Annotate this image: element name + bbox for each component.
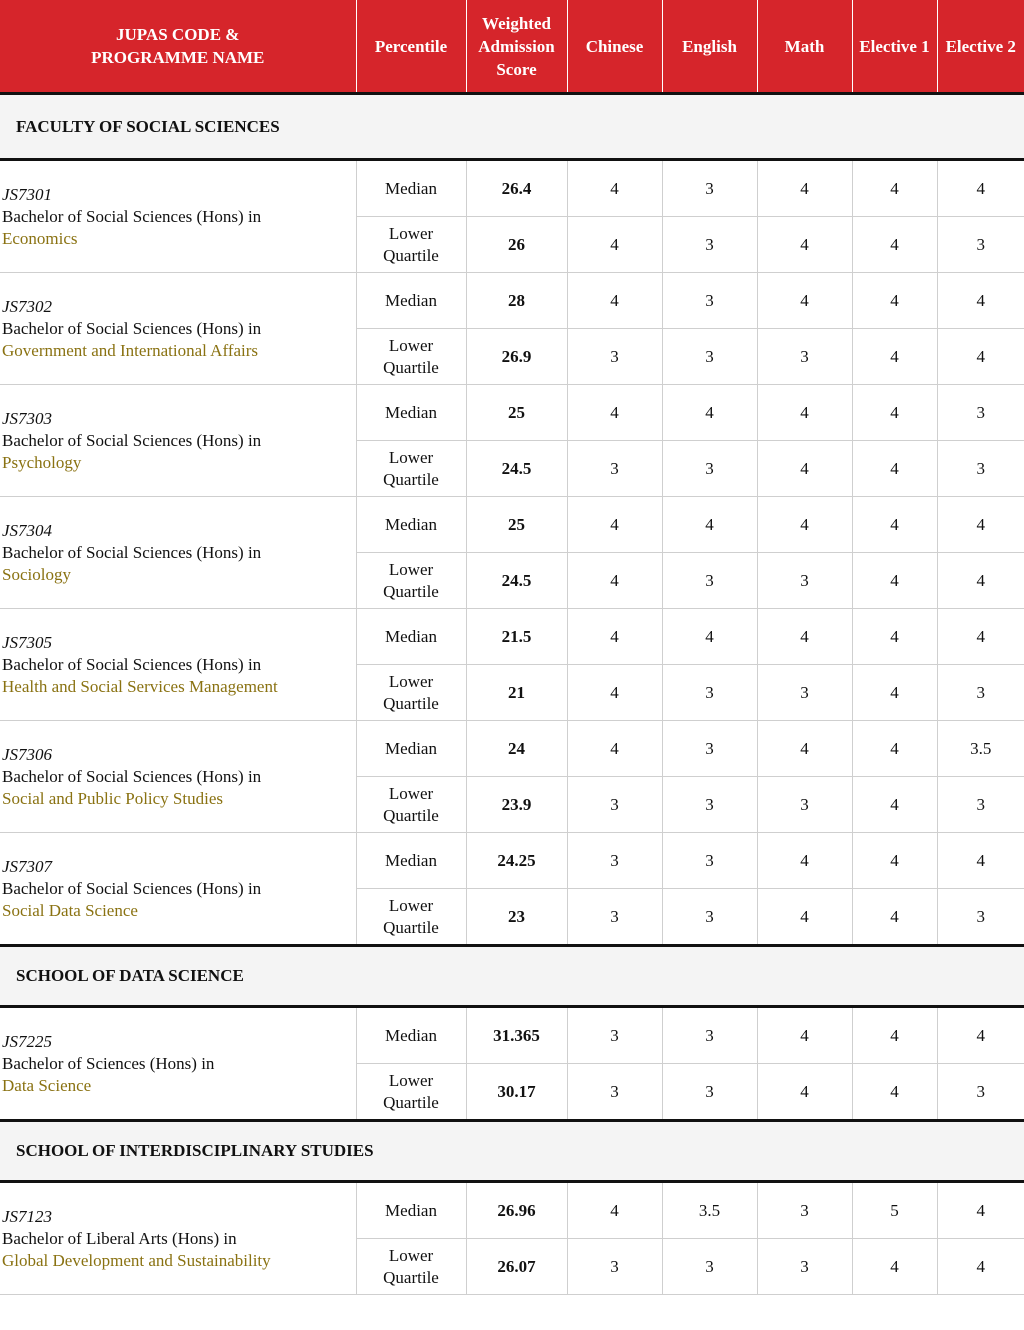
programme-degree: Bachelor of Social Sciences (Hons) in	[2, 542, 262, 562]
programme-cell	[0, 273, 356, 385]
math-cell: 4	[757, 273, 852, 329]
chinese-cell: 4	[567, 497, 662, 553]
percentile-cell: Median	[356, 609, 466, 665]
english-cell: 3	[662, 217, 757, 273]
programme-major-link[interactable]: Health and Social Services Management	[2, 676, 278, 696]
elective-1-cell: 4	[852, 160, 937, 217]
elective-1-cell: 4	[852, 329, 937, 385]
english-cell: 3	[662, 833, 757, 889]
english-cell: 3	[662, 441, 757, 497]
elective-2-cell: 4	[937, 609, 1024, 665]
weighted-score-cell: 23.9	[466, 777, 567, 833]
math-cell: 4	[757, 385, 852, 441]
table-row	[0, 160, 1024, 217]
programme-degree: Bachelor of Sciences (Hons) in	[2, 1053, 215, 1073]
math-cell: 4	[757, 889, 852, 946]
elective-2-cell: 3	[937, 217, 1024, 273]
section-title: FACULTY OF SOCIAL SCIENCES	[0, 94, 1024, 160]
programme-cell	[0, 160, 356, 273]
header-elective-2: Elective 2	[937, 0, 1024, 94]
weighted-score-cell: 23	[466, 889, 567, 946]
weighted-score-cell: 26	[466, 217, 567, 273]
header-elective-1: Elective 1	[852, 0, 937, 94]
elective-2-cell: 4	[937, 833, 1024, 889]
weighted-score-cell: 24	[466, 721, 567, 777]
math-cell: 4	[757, 609, 852, 665]
english-cell: 4	[662, 609, 757, 665]
weighted-score-cell: 25	[466, 385, 567, 441]
chinese-cell: 4	[567, 721, 662, 777]
english-cell: 3.5	[662, 1182, 757, 1239]
section-title: SCHOOL OF DATA SCIENCE	[0, 946, 1024, 1007]
weighted-score-cell: 21.5	[466, 609, 567, 665]
programme-cell	[0, 833, 356, 946]
programme-degree: Bachelor of Liberal Arts (Hons) in	[2, 1228, 237, 1248]
percentile-cell: Median	[356, 721, 466, 777]
percentile-cell: Lower Quartile	[356, 441, 466, 497]
percentile-cell: Lower Quartile	[356, 777, 466, 833]
weighted-score-cell: 25	[466, 497, 567, 553]
math-cell: 4	[757, 217, 852, 273]
elective-2-cell: 4	[937, 553, 1024, 609]
english-cell: 4	[662, 385, 757, 441]
programme-cell	[0, 721, 356, 833]
english-cell: 4	[662, 497, 757, 553]
percentile-cell: Median	[356, 1007, 466, 1064]
chinese-cell: 4	[567, 160, 662, 217]
table-row	[0, 609, 1024, 665]
header-programme: JUPAS CODE & PROGRAMME NAME	[0, 0, 356, 94]
english-cell: 3	[662, 721, 757, 777]
percentile-cell: Lower Quartile	[356, 889, 466, 946]
elective-1-cell: 4	[852, 1064, 937, 1121]
programme-major-link[interactable]: Sociology	[2, 564, 71, 584]
chinese-cell: 3	[567, 833, 662, 889]
percentile-cell: Median	[356, 385, 466, 441]
elective-2-cell: 4	[937, 1239, 1024, 1295]
math-cell: 3	[757, 1239, 852, 1295]
chinese-cell: 4	[567, 1182, 662, 1239]
programme-major-link[interactable]: Data Science	[2, 1075, 92, 1095]
elective-1-cell: 4	[852, 553, 937, 609]
elective-2-cell: 3	[937, 777, 1024, 833]
weighted-score-cell: 30.17	[466, 1064, 567, 1121]
percentile-cell: Median	[356, 497, 466, 553]
section-header-row	[0, 946, 1024, 1007]
elective-1-cell: 4	[852, 441, 937, 497]
programme-cell	[0, 609, 356, 721]
chinese-cell: 3	[567, 777, 662, 833]
programme-code: JS7302	[2, 296, 53, 316]
elective-1-cell: 4	[852, 889, 937, 946]
elective-1-cell: 4	[852, 497, 937, 553]
english-cell: 3	[662, 889, 757, 946]
chinese-cell: 3	[567, 889, 662, 946]
math-cell: 3	[757, 1182, 852, 1239]
math-cell: 3	[757, 665, 852, 721]
programme-code: JS7303	[2, 408, 53, 428]
percentile-cell: Lower Quartile	[356, 553, 466, 609]
programme-code: JS7305	[2, 632, 53, 652]
programme-degree: Bachelor of Social Sciences (Hons) in	[2, 878, 262, 898]
programme-major-link[interactable]: Social and Public Policy Studies	[2, 788, 223, 808]
header-english: English	[662, 0, 757, 94]
programme-code: JS7307	[2, 856, 53, 876]
english-cell: 3	[662, 553, 757, 609]
programme-major-link[interactable]: Government and International Affairs	[2, 340, 259, 360]
percentile-cell: Lower Quartile	[356, 217, 466, 273]
percentile-cell: Median	[356, 273, 466, 329]
elective-1-cell: 4	[852, 1239, 937, 1295]
header-row	[0, 0, 1024, 94]
table-row	[0, 721, 1024, 777]
elective-1-cell: 4	[852, 721, 937, 777]
math-cell: 3	[757, 329, 852, 385]
elective-2-cell: 3.5	[937, 721, 1024, 777]
elective-2-cell: 4	[937, 273, 1024, 329]
english-cell: 3	[662, 160, 757, 217]
table-row	[0, 833, 1024, 889]
programme-degree: Bachelor of Social Sciences (Hons) in	[2, 318, 262, 338]
english-cell: 3	[662, 1064, 757, 1121]
chinese-cell: 3	[567, 441, 662, 497]
programme-cell	[0, 1182, 356, 1295]
math-cell: 4	[757, 721, 852, 777]
weighted-score-cell: 26.96	[466, 1182, 567, 1239]
table-row	[0, 273, 1024, 329]
math-cell: 4	[757, 160, 852, 217]
programme-cell	[0, 497, 356, 609]
programme-code: JS7306	[2, 744, 53, 764]
chinese-cell: 4	[567, 273, 662, 329]
percentile-cell: Lower Quartile	[356, 665, 466, 721]
percentile-cell: Lower Quartile	[356, 329, 466, 385]
chinese-cell: 4	[567, 385, 662, 441]
table-row	[0, 1182, 1024, 1239]
english-cell: 3	[662, 665, 757, 721]
elective-1-cell: 4	[852, 1007, 937, 1064]
math-cell: 4	[757, 441, 852, 497]
header-score: Weighted Admission Score	[466, 0, 567, 94]
math-cell: 4	[757, 497, 852, 553]
elective-1-cell: 4	[852, 217, 937, 273]
math-cell: 3	[757, 777, 852, 833]
elective-2-cell: 3	[937, 889, 1024, 946]
weighted-score-cell: 24.25	[466, 833, 567, 889]
section-title: SCHOOL OF INTERDISCIPLINARY STUDIES	[0, 1121, 1024, 1182]
weighted-score-cell: 26.9	[466, 329, 567, 385]
english-cell: 3	[662, 273, 757, 329]
chinese-cell: 4	[567, 217, 662, 273]
elective-2-cell: 4	[937, 497, 1024, 553]
elective-2-cell: 3	[937, 385, 1024, 441]
chinese-cell: 3	[567, 329, 662, 385]
math-cell: 4	[757, 1064, 852, 1121]
programme-degree: Bachelor of Social Sciences (Hons) in	[2, 766, 262, 786]
percentile-cell: Median	[356, 833, 466, 889]
english-cell: 3	[662, 1239, 757, 1295]
weighted-score-cell: 31.365	[466, 1007, 567, 1064]
programme-major-link[interactable]: Global Development and Sustainability	[2, 1250, 271, 1270]
programme-major-link[interactable]: Social Data Science	[2, 900, 138, 920]
programme-cell	[0, 1007, 356, 1121]
programme-major-link[interactable]: Psychology	[2, 452, 82, 472]
weighted-score-cell: 26.4	[466, 160, 567, 217]
elective-1-cell: 4	[852, 833, 937, 889]
elective-2-cell: 4	[937, 160, 1024, 217]
programme-degree: Bachelor of Social Sciences (Hons) in	[2, 654, 262, 674]
chinese-cell: 3	[567, 1007, 662, 1064]
programme-code: JS7304	[2, 520, 53, 540]
programme-degree: Bachelor of Social Sciences (Hons) in	[2, 206, 262, 226]
elective-1-cell: 4	[852, 385, 937, 441]
elective-1-cell: 4	[852, 777, 937, 833]
percentile-cell: Median	[356, 1182, 466, 1239]
section-header-row	[0, 94, 1024, 160]
weighted-score-cell: 26.07	[466, 1239, 567, 1295]
elective-1-cell: 4	[852, 273, 937, 329]
programme-major-link[interactable]: Economics	[2, 228, 78, 248]
header-percentile: Percentile	[356, 0, 466, 94]
section-header-row	[0, 1121, 1024, 1182]
programme-degree: Bachelor of Social Sciences (Hons) in	[2, 430, 262, 450]
programme-code: JS7123	[2, 1206, 53, 1226]
chinese-cell: 4	[567, 553, 662, 609]
elective-2-cell: 3	[937, 1064, 1024, 1121]
chinese-cell: 4	[567, 665, 662, 721]
programme-code: JS7301	[2, 184, 53, 204]
english-cell: 3	[662, 777, 757, 833]
english-cell: 3	[662, 1007, 757, 1064]
elective-2-cell: 4	[937, 1182, 1024, 1239]
programme-code: JS7225	[2, 1031, 53, 1051]
table-row	[0, 385, 1024, 441]
elective-2-cell: 4	[937, 1007, 1024, 1064]
chinese-cell: 4	[567, 609, 662, 665]
chinese-cell: 3	[567, 1239, 662, 1295]
math-cell: 4	[757, 1007, 852, 1064]
math-cell: 3	[757, 553, 852, 609]
header-math: Math	[757, 0, 852, 94]
percentile-cell: Median	[356, 160, 466, 217]
elective-1-cell: 4	[852, 665, 937, 721]
table-row	[0, 1007, 1024, 1064]
percentile-cell: Lower Quartile	[356, 1064, 466, 1121]
weighted-score-cell: 28	[466, 273, 567, 329]
elective-1-cell: 5	[852, 1182, 937, 1239]
header-chinese: Chinese	[567, 0, 662, 94]
percentile-cell: Lower Quartile	[356, 1239, 466, 1295]
table-row	[0, 497, 1024, 553]
weighted-score-cell: 24.5	[466, 441, 567, 497]
elective-2-cell: 4	[937, 329, 1024, 385]
programme-cell	[0, 385, 356, 497]
elective-1-cell: 4	[852, 609, 937, 665]
weighted-score-cell: 21	[466, 665, 567, 721]
chinese-cell: 3	[567, 1064, 662, 1121]
elective-2-cell: 3	[937, 665, 1024, 721]
elective-2-cell: 3	[937, 441, 1024, 497]
weighted-score-cell: 24.5	[466, 553, 567, 609]
english-cell: 3	[662, 329, 757, 385]
math-cell: 4	[757, 833, 852, 889]
